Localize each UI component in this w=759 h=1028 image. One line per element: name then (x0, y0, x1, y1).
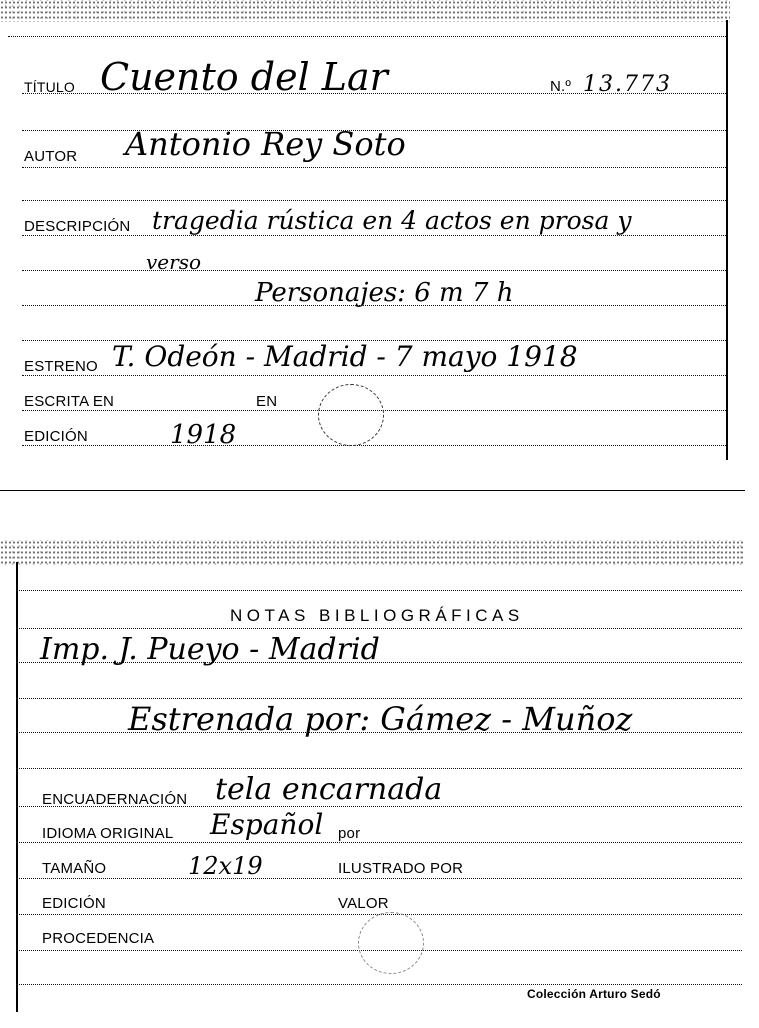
card-separator-line (0, 490, 745, 491)
ruled-line (22, 200, 726, 201)
catalog-card-back (0, 540, 745, 1020)
estreno-label: ESTRENO (24, 358, 98, 375)
notas-heading: NOTAS BIBLIOGRÁFICAS (230, 606, 524, 625)
card-top-edge-texture (0, 540, 745, 566)
ruled-line (16, 768, 742, 769)
titulo-label: TÍTULO (24, 79, 75, 95)
descripcion-label: DESCRIPCIÓN (24, 218, 131, 235)
edicion-label-back: EDICIÓN (42, 895, 106, 912)
en-label: EN (256, 393, 278, 410)
nota-line-2: Estrenada por: Gámez - Muñoz (128, 700, 633, 738)
numero-value: 13.773 (583, 72, 672, 97)
card-left-border (16, 562, 18, 1012)
ruled-line (8, 36, 726, 37)
card-right-border (726, 20, 728, 460)
descripcion-value-line1: tragedia rústica en 4 actos en prosa y (152, 206, 632, 235)
ruled-line (22, 445, 726, 446)
ruled-line (16, 628, 742, 629)
ruled-line (16, 590, 742, 591)
procedencia-label: PROCEDENCIA (42, 930, 155, 947)
idioma-value: Español (210, 808, 324, 841)
stamp-circle (318, 384, 384, 446)
ruled-line (16, 698, 742, 699)
ruled-line (16, 842, 742, 843)
idioma-label: IDIOMA ORIGINAL (42, 825, 174, 842)
ilustrado-label: ILUSTRADO POR (338, 860, 464, 877)
valor-label: VALOR (338, 895, 389, 912)
ruled-line (22, 270, 726, 271)
encuadernacion-label: ENCUADERNACIÓN (42, 791, 188, 808)
estreno-value: T. Odeón - Madrid - 7 mayo 1918 (112, 340, 578, 373)
ruled-line (22, 235, 726, 236)
ruled-line (16, 878, 742, 879)
titulo-value: Cuento del Lar (100, 55, 388, 99)
stamp-circle (358, 912, 424, 974)
edicion-value: 1918 (170, 420, 237, 450)
collection-footer: Colección Arturo Sedó (527, 987, 661, 1001)
autor-label: AUTOR (24, 148, 78, 165)
descripcion-value-line2: verso (146, 250, 201, 274)
numero-label: N.º (550, 78, 572, 95)
tamano-value: 12x19 (188, 852, 263, 880)
por-label: por (338, 825, 361, 842)
tamano-label: TAMAÑO (42, 860, 107, 877)
ruled-line (16, 984, 742, 985)
ruled-line (22, 167, 726, 168)
edicion-label: EDICIÓN (24, 428, 88, 445)
ruled-line (22, 375, 726, 376)
encuadernacion-value: tela encarnada (215, 772, 443, 807)
nota-line-1: Imp. J. Pueyo - Madrid (40, 632, 380, 667)
card-top-edge-texture (0, 0, 730, 22)
escrita-en-label: ESCRITA EN (24, 393, 115, 410)
personajes-value: Personajes: 6 m 7 h (255, 278, 514, 308)
autor-value: Antonio Rey Soto (125, 125, 406, 163)
catalog-card-front (0, 0, 730, 470)
